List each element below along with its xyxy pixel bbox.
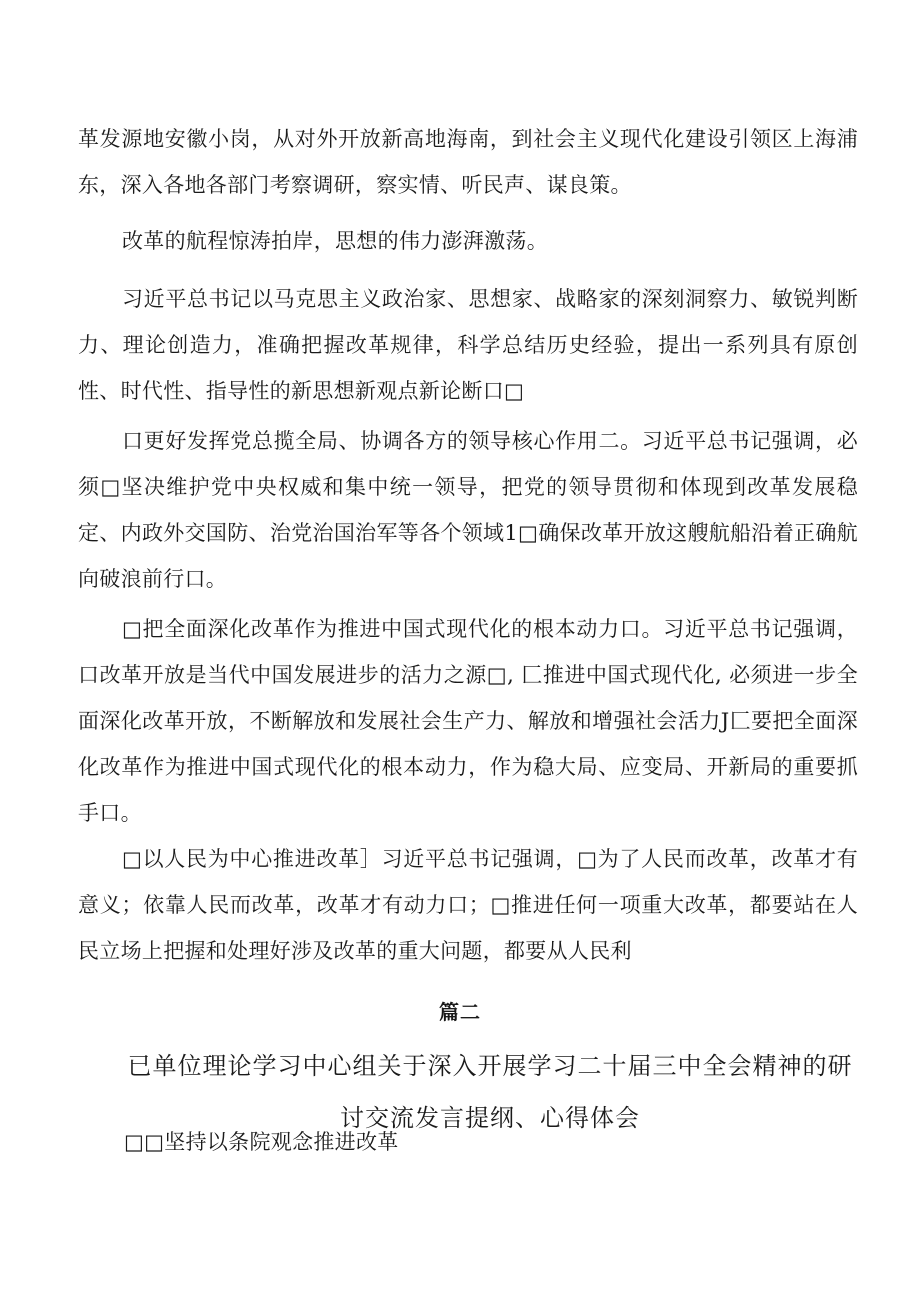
paragraph-6: □以人民为中心推进改革］习近平总书记强调，□为了人民而改革，改革才有意义；依靠人民而改革，改革才有动力口；□推进任何一项重大改革，都要站在人民立场上把握和处理好涉及改革的重大问题，都要从人民利 <box>78 847 858 963</box>
paragraph-2: 改革的航程惊涛拍岸，思想的伟力澎湃激荡。 <box>122 229 548 253</box>
paragraph-5: □把全面深化改革作为推进中国式现代化的根本动力口。习近平总书记强调，口改革开放是当代中国发展进步的活力之源□, 匚推进中国式现代化, 必须进一步全面深化改革开放，不断解放和发展社会生产力、解放和增强社会活力J匚要把全面深化改革作为推进中国式现代化的根本动力，作为稳大局、应变局、开新局的重要抓手口。 <box>78 617 858 825</box>
paragraph-4: 口更好发挥党总揽全局、协调各方的领导核心作用二。习近平总书记强调，必须□坚决维护党中央权威和集中统一领导，把党的领导贯彻和体现到改革发展稳定、内政外交国防、治党治国治军等各个领域1□确保改革开放这艘航船沿着正确航向破浪前行口。 <box>78 429 858 591</box>
subheading: □□坚持以条院观念推进改革 <box>124 1130 399 1154</box>
section-heading: 篇二 <box>439 1000 481 1024</box>
paragraph-1: 革发源地安徽小岗，从对外开放新高地海南，到社会主义现代化建设引领区上海浦东，深入各地各部门考察调研，察实情、听民声、谋良策。 <box>78 127 858 197</box>
paragraph-3: 习近平总书记以马克思主义政治家、思想家、战略家的深刻洞察力、敏锐判断力、理论创造力，准确把握改革规律，科学总结历史经验，提出一系列具有原创性、时代性、指导性的新思想新观点新论断口□ <box>78 287 858 403</box>
article-title: 已单位理论学习中心组关于深入开展学习二十届三中全会精神的研讨交流发言提纲、心得体会 <box>127 1052 853 1132</box>
